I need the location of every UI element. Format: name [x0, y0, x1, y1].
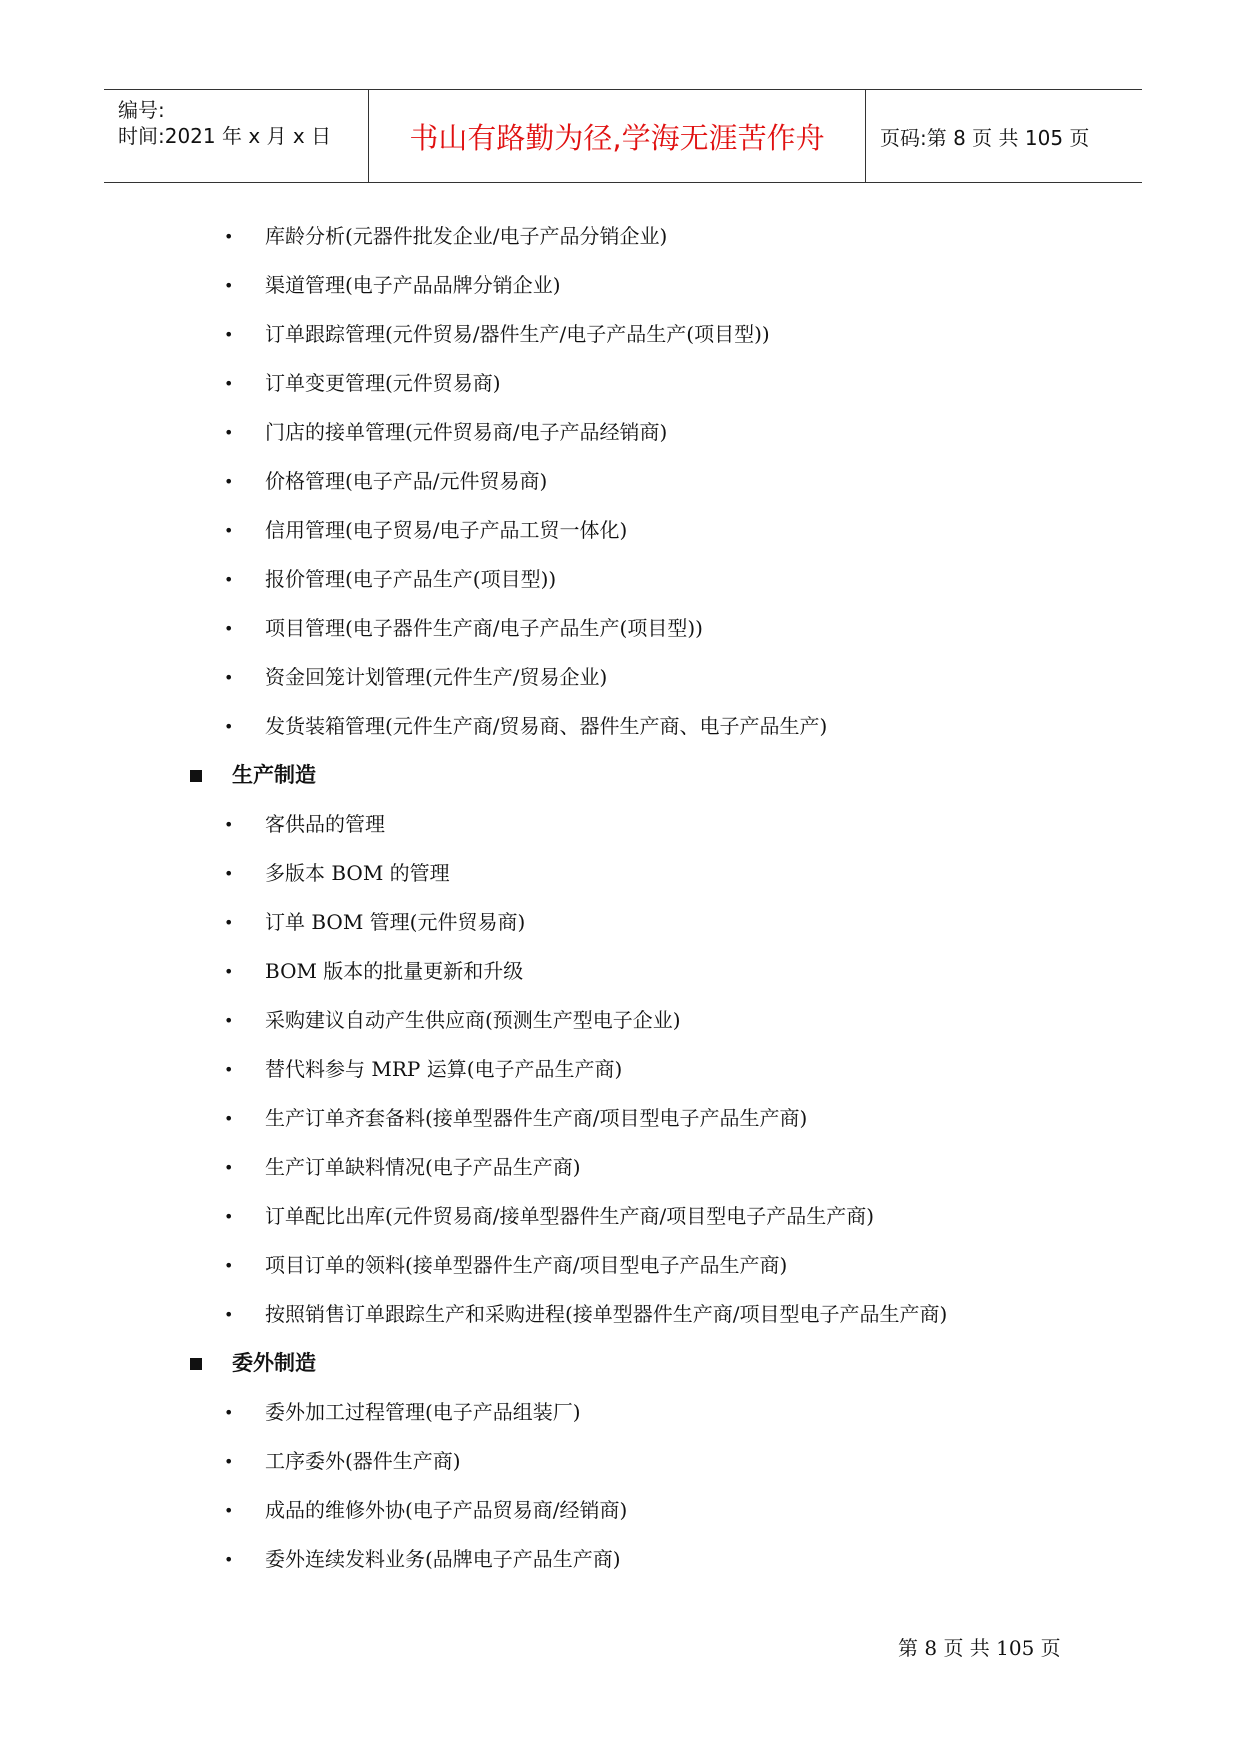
- bullet-dot-icon: •: [224, 1207, 234, 1226]
- list-item-text: 工序委外(器件生产商): [265, 1449, 461, 1473]
- list-item-text: 订单变更管理(元件贸易商): [265, 371, 501, 395]
- bullet-dot-icon: •: [224, 1109, 234, 1128]
- document-code-label: 编号:: [118, 98, 165, 122]
- list-item: [0, 653, 1241, 702]
- bullet-dot-icon: •: [224, 227, 234, 246]
- list-item: [0, 310, 1241, 359]
- bullet-dot-icon: •: [224, 1060, 234, 1079]
- bullet-dot-icon: •: [224, 276, 234, 295]
- section-heading-row: [0, 751, 1241, 800]
- list-item: [0, 1437, 1241, 1486]
- bullet-dot-icon: •: [224, 864, 234, 883]
- list-item: [0, 898, 1241, 947]
- document-body: [0, 212, 1241, 1584]
- document-time-label: 时间:2021 年 x 月 x 日: [118, 124, 332, 148]
- bullet-dot-icon: •: [224, 717, 234, 736]
- list-item: [0, 408, 1241, 457]
- list-item-text: BOM 版本的批量更新和升级: [265, 959, 524, 983]
- list-item-text: 资金回笼计划管理(元件生产/贸易企业): [265, 665, 608, 689]
- list-item-text: 价格管理(电子产品/元件贸易商): [265, 469, 548, 493]
- bullet-dot-icon: •: [224, 570, 234, 589]
- list-item: [0, 1290, 1241, 1339]
- bullet-dot-icon: •: [224, 521, 234, 540]
- bullet-dot-icon: •: [224, 1452, 234, 1471]
- list-item-text: 客供品的管理: [265, 812, 385, 836]
- bullet-dot-icon: •: [224, 325, 234, 344]
- square-bullet-icon: [190, 1358, 202, 1370]
- page-header: [104, 89, 1142, 183]
- section-heading-row: [0, 1339, 1241, 1388]
- list-item: [0, 555, 1241, 604]
- bullet-dot-icon: •: [224, 1256, 234, 1275]
- bullet-dot-icon: •: [224, 374, 234, 393]
- bullet-dot-icon: •: [224, 668, 234, 687]
- list-item: [0, 702, 1241, 751]
- section-heading: 生产制造: [232, 763, 316, 787]
- list-item-text: 订单跟踪管理(元件贸易/器件生产/电子产品生产(项目型)): [265, 322, 770, 346]
- list-item: [0, 1094, 1241, 1143]
- list-item-text: 门店的接单管理(元件贸易商/电子产品经销商): [265, 420, 668, 444]
- page-footer: 第 8 页 共 105 页: [898, 1636, 1061, 1660]
- bullet-dot-icon: •: [224, 1305, 234, 1324]
- header-left-cell: [104, 90, 369, 182]
- list-item-text: 多版本 BOM 的管理: [265, 861, 450, 885]
- list-item-text: 替代料参与 MRP 运算(电子产品生产商): [265, 1057, 623, 1081]
- bullet-dot-icon: •: [224, 1550, 234, 1569]
- list-item: [0, 849, 1241, 898]
- list-item: [0, 506, 1241, 555]
- bullet-dot-icon: •: [224, 1158, 234, 1177]
- list-item: [0, 1241, 1241, 1290]
- square-bullet-icon: [190, 770, 202, 782]
- list-item: [0, 261, 1241, 310]
- list-item-text: 信用管理(电子贸易/电子产品工贸一体化): [265, 518, 628, 542]
- list-item: [0, 212, 1241, 261]
- list-item: [0, 604, 1241, 653]
- bullet-dot-icon: •: [224, 1501, 234, 1520]
- bullet-dot-icon: •: [224, 1403, 234, 1422]
- list-item-text: 项目管理(电子器件生产商/电子产品生产(项目型)): [265, 616, 703, 640]
- list-item: [0, 1143, 1241, 1192]
- list-item: [0, 947, 1241, 996]
- header-motto: 书山有路勤为径,学海无涯苦作舟: [369, 90, 866, 182]
- list-item-text: 委外连续发料业务(品牌电子产品生产商): [265, 1547, 621, 1571]
- list-item: [0, 1486, 1241, 1535]
- list-item: [0, 1045, 1241, 1094]
- list-item: [0, 1535, 1241, 1584]
- list-item: [0, 1388, 1241, 1437]
- bullet-dot-icon: •: [224, 1011, 234, 1030]
- list-item-text: 成品的维修外协(电子产品贸易商/经销商): [265, 1498, 628, 1522]
- bullet-dot-icon: •: [224, 913, 234, 932]
- bullet-dot-icon: •: [224, 815, 234, 834]
- header-page-code: 页码:第 8 页 共 105 页: [880, 125, 1090, 150]
- list-item-text: 订单 BOM 管理(元件贸易商): [265, 910, 526, 934]
- list-item-text: 发货装箱管理(元件生产商/贸易商、器件生产商、电子产品生产): [265, 714, 828, 738]
- section-heading: 委外制造: [232, 1351, 316, 1375]
- list-item-text: 委外加工过程管理(电子产品组装厂): [265, 1400, 581, 1424]
- list-item-text: 生产订单缺料情况(电子产品生产商): [265, 1155, 581, 1179]
- list-item-text: 库龄分析(元器件批发企业/电子产品分销企业): [265, 224, 668, 248]
- bullet-dot-icon: •: [224, 619, 234, 638]
- list-item-text: 按照销售订单跟踪生产和采购进程(接单型器件生产商/项目型电子产品生产商): [265, 1302, 948, 1326]
- list-item: [0, 800, 1241, 849]
- list-item-text: 采购建议自动产生供应商(预测生产型电子企业): [265, 1008, 681, 1032]
- list-item: [0, 359, 1241, 408]
- list-item-text: 渠道管理(电子产品品牌分销企业): [265, 273, 561, 297]
- bullet-dot-icon: •: [224, 472, 234, 491]
- list-item-text: 项目订单的领料(接单型器件生产商/项目型电子产品生产商): [265, 1253, 788, 1277]
- list-item-text: 订单配比出库(元件贸易商/接单型器件生产商/项目型电子产品生产商): [265, 1204, 875, 1228]
- list-item-text: 报价管理(电子产品生产(项目型)): [265, 567, 557, 591]
- list-item: [0, 457, 1241, 506]
- list-item: [0, 1192, 1241, 1241]
- bullet-dot-icon: •: [224, 962, 234, 981]
- list-item: [0, 996, 1241, 1045]
- list-item-text: 生产订单齐套备料(接单型器件生产商/项目型电子产品生产商): [265, 1106, 808, 1130]
- bullet-dot-icon: •: [224, 423, 234, 442]
